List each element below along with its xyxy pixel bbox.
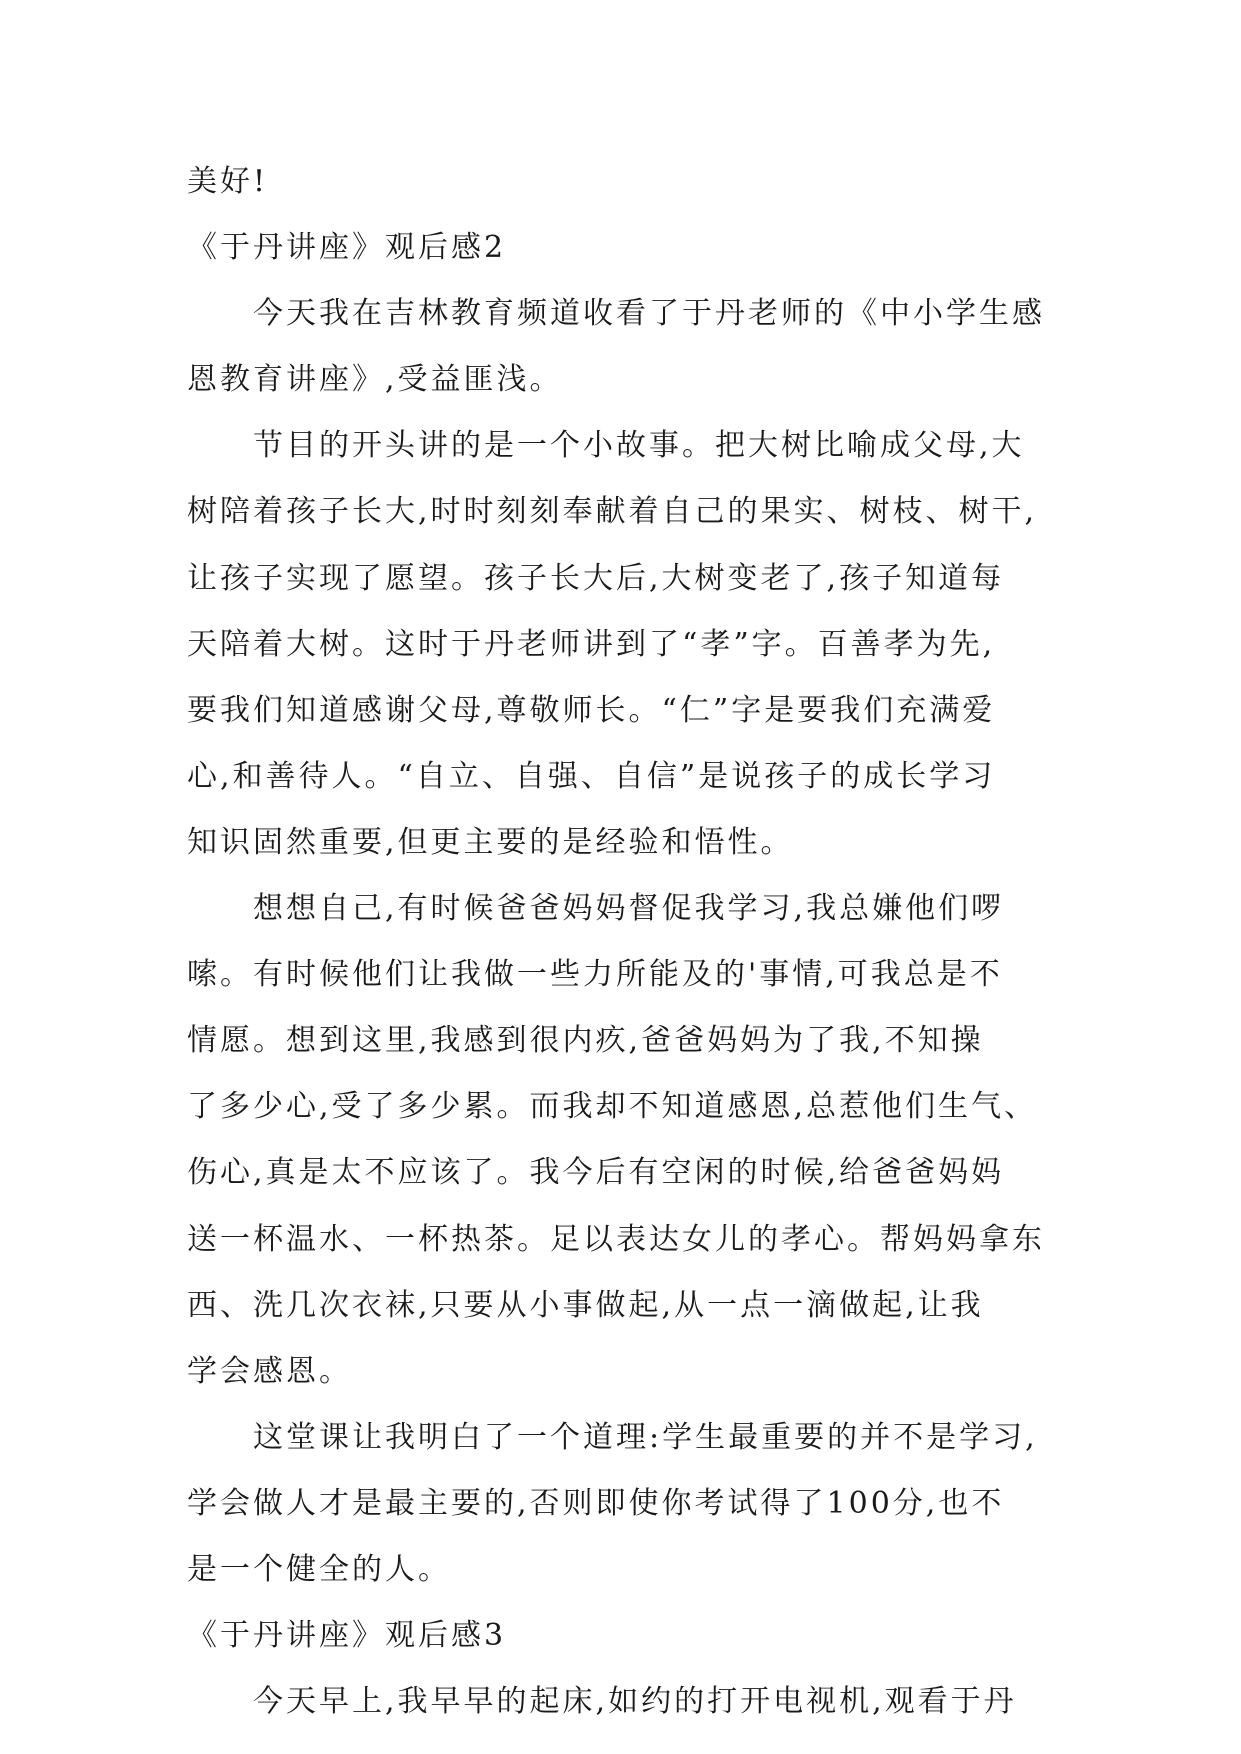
paragraph-first-line: 想想自己,有时候爸爸妈妈督促我学习,我总嫌他们啰 [253, 891, 1005, 927]
text-line: 是一个健全的人。 [187, 1551, 451, 1587]
section-heading: 《于丹讲座》观后感3 [187, 1618, 507, 1654]
text-line: 了多少心,受了多少累。而我却不知道感恩,总惹他们生气、 [187, 1089, 1038, 1125]
text-line: 嗦。有时候他们让我做一些力所能及的'事情,可我总是不 [187, 957, 1003, 993]
text-line: 西、洗几次衣袜,只要从小事做起,从一点一滴做起,让我 [187, 1287, 984, 1323]
text-line: 学会感恩。 [187, 1353, 352, 1389]
text-line: 伤心,真是太不应该了。我今后有空闲的时候,给爸爸妈妈 [187, 1155, 1005, 1191]
essay-text [187, 156, 1059, 1742]
text-line: 恩教育讲座》,受益匪浅。 [187, 362, 563, 398]
paragraph-first-line: 今天我在吉林教育频道收看了于丹老师的《中小学生感 [253, 296, 1045, 332]
text-line: 树陪着孩子长大,时时刻刻奉献着自己的果实、树枝、树干, [187, 494, 1038, 530]
text-line: 美好! [187, 164, 269, 199]
paragraph-first-line: 这堂课让我明白了一个道理:学生最重要的并不是学习, [253, 1419, 1038, 1455]
text-line: 情愿。想到这里,我感到很内疚,爸爸妈妈为了我,不知操 [187, 1023, 984, 1059]
text-line: 天陪着大树。这时于丹老师讲到了“孝”字。百善孝为先, [187, 626, 996, 662]
paragraph-first-line: 节目的开头讲的是一个小故事。把大树比喻成父母,大 [253, 428, 1025, 464]
section-heading: 《于丹讲座》观后感2 [187, 230, 507, 266]
text-line: 让孩子实现了愿望。孩子长大后,大树变老了,孩子知道每 [187, 560, 1005, 596]
text-line: 学会做人才是最主要的,否则即使你考试得了100分,也不 [187, 1485, 1005, 1521]
text-line: 送一杯温水、一杯热茶。足以表达女儿的孝心。帮妈妈拿东 [187, 1221, 1045, 1257]
paragraph-first-line: 今天早上,我早早的起床,如约的打开电视机,观看于丹 [253, 1684, 1017, 1720]
text-line: 知识固然重要,但更主要的是经验和悟性。 [187, 824, 794, 860]
text-line: 要我们知道感谢父母,尊敬师长。“仁”字是要我们充满爱 [187, 692, 996, 728]
text-line: 心,和善待人。“自立、自强、自信”是说孩子的成长学习 [187, 758, 996, 794]
